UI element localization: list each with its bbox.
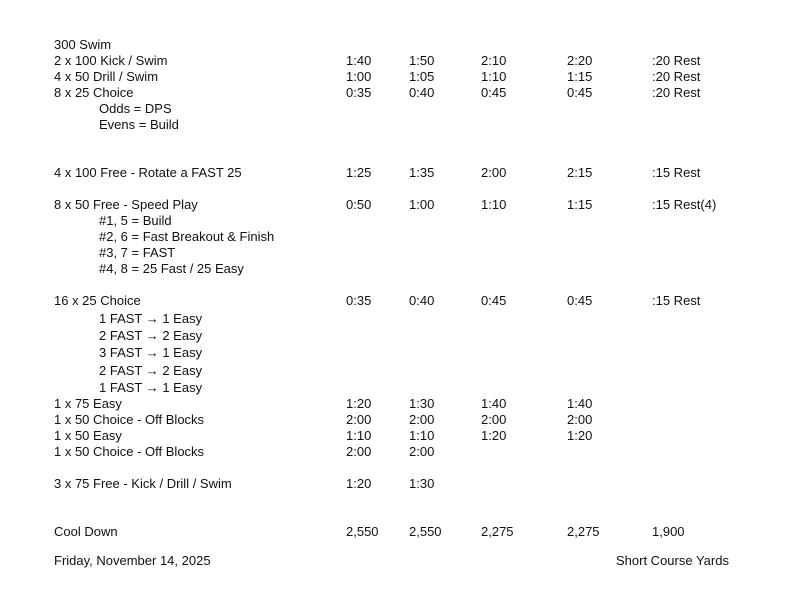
interval-time: 1:50 [409,53,435,68]
interval-time: 2:00 [481,165,507,180]
interval-time: 1:30 [409,476,435,491]
set-note: 2 FAST → 2 Easy [99,363,203,378]
set-description: 3 x 75 Free - Kick / Drill / Swim [54,476,232,491]
interval-time: 0:45 [481,85,507,100]
interval-time: 1:10 [481,197,507,212]
interval-time: 1:15 [567,69,593,84]
interval-time: 1:40 [567,396,593,411]
interval-time: 2,550 [409,524,442,539]
set-note: 1 FAST → 1 Easy [99,380,203,395]
workout-row [0,328,792,344]
set-description: 4 x 100 Free - Rotate a FAST 25 [54,165,242,180]
interval-time: 2:00 [346,412,372,427]
workout-row [0,428,792,444]
set-description: 1 x 75 Easy [54,396,122,411]
set-note: Odds = DPS [99,101,172,116]
interval-time: 2:00 [567,412,593,427]
set-description: 2 x 100 Kick / Swim [54,53,168,68]
workout-row [0,245,792,261]
interval-time: 0:45 [567,293,593,308]
interval-time: 1:00 [346,69,372,84]
set-note: #4, 8 = 25 Fast / 25 Easy [99,261,244,276]
rest-interval: :15 Rest [652,293,701,308]
workout-row [0,213,792,229]
interval-time: 2,275 [567,524,600,539]
interval-time: 2:00 [409,412,435,427]
workout-row [0,53,792,69]
interval-time: 1:20 [346,396,372,411]
set-description: 16 x 25 Choice [54,293,141,308]
workout-row [0,197,792,213]
workout-row [0,165,792,181]
set-note: 2 FAST → 2 Easy [99,328,203,343]
rest-interval: :15 Rest [652,165,701,180]
interval-time: 1:10 [346,428,372,443]
set-description: 1 x 50 Choice - Off Blocks [54,412,205,427]
interval-time: 1:00 [409,197,435,212]
interval-time: 1:35 [409,165,435,180]
set-description: 4 x 50 Drill / Swim [54,69,159,84]
interval-time: 2:10 [481,53,507,68]
workout-row [0,476,792,492]
workout-row [0,412,792,428]
rest-interval: :15 Rest(4) [652,197,717,212]
set-note: #1, 5 = Build [99,213,172,228]
workout-row [0,261,792,277]
workout-row [0,69,792,85]
workout-row [0,293,792,309]
workout-row [0,345,792,361]
interval-time: 0:35 [346,85,372,100]
workout-row [0,524,792,540]
set-note: 3 FAST → 1 Easy [99,345,203,360]
interval-time: 1:05 [409,69,435,84]
interval-time: 2:00 [346,444,372,459]
interval-time: 1:20 [346,476,372,491]
interval-time: 0:50 [346,197,372,212]
interval-time: 2,550 [346,524,379,539]
interval-time: 0:45 [481,293,507,308]
set-description: 1 x 50 Choice - Off Blocks [54,444,205,459]
interval-time: 2:15 [567,165,593,180]
set-description: 8 x 25 Choice [54,85,134,100]
workout-row [0,396,792,412]
interval-time: 2:00 [409,444,435,459]
interval-time: 1:20 [481,428,507,443]
workout-row [0,101,792,117]
interval-time: 1:40 [481,396,507,411]
interval-time: 0:35 [346,293,372,308]
interval-time: 1:10 [481,69,507,84]
interval-time: 0:45 [567,85,593,100]
workout-row [0,363,792,379]
workout-row [0,444,792,460]
interval-time: 0:40 [409,85,435,100]
workout-row [0,229,792,245]
rest-interval: 1,900 [652,524,685,539]
workout-row [0,85,792,101]
set-note: #2, 6 = Fast Breakout & Finish [99,229,275,244]
workout-row [0,117,792,133]
workout-row [0,380,792,396]
workout-row [0,37,792,53]
set-note: 1 FAST → 1 Easy [99,311,203,326]
course-type: Short Course Yards [616,553,729,568]
rest-interval: :20 Rest [652,69,701,84]
rest-interval: :20 Rest [652,53,701,68]
interval-time: 2:00 [481,412,507,427]
set-description: 8 x 50 Free - Speed Play [54,197,198,212]
set-note: #3, 7 = FAST [99,245,176,260]
workout-row [0,311,792,327]
interval-time: 1:25 [346,165,372,180]
set-description: 300 Swim [54,37,112,52]
interval-time: 1:30 [409,396,435,411]
set-description: 1 x 50 Easy [54,428,122,443]
interval-time: 1:15 [567,197,593,212]
interval-time: 0:40 [409,293,435,308]
interval-time: 1:10 [409,428,435,443]
interval-time: 2,275 [481,524,514,539]
workout-date: Friday, November 14, 2025 [54,553,211,568]
set-description: Cool Down [54,524,118,539]
set-note: Evens = Build [99,117,179,132]
interval-time: 1:40 [346,53,372,68]
interval-time: 2:20 [567,53,593,68]
interval-time: 1:20 [567,428,593,443]
rest-interval: :20 Rest [652,85,701,100]
